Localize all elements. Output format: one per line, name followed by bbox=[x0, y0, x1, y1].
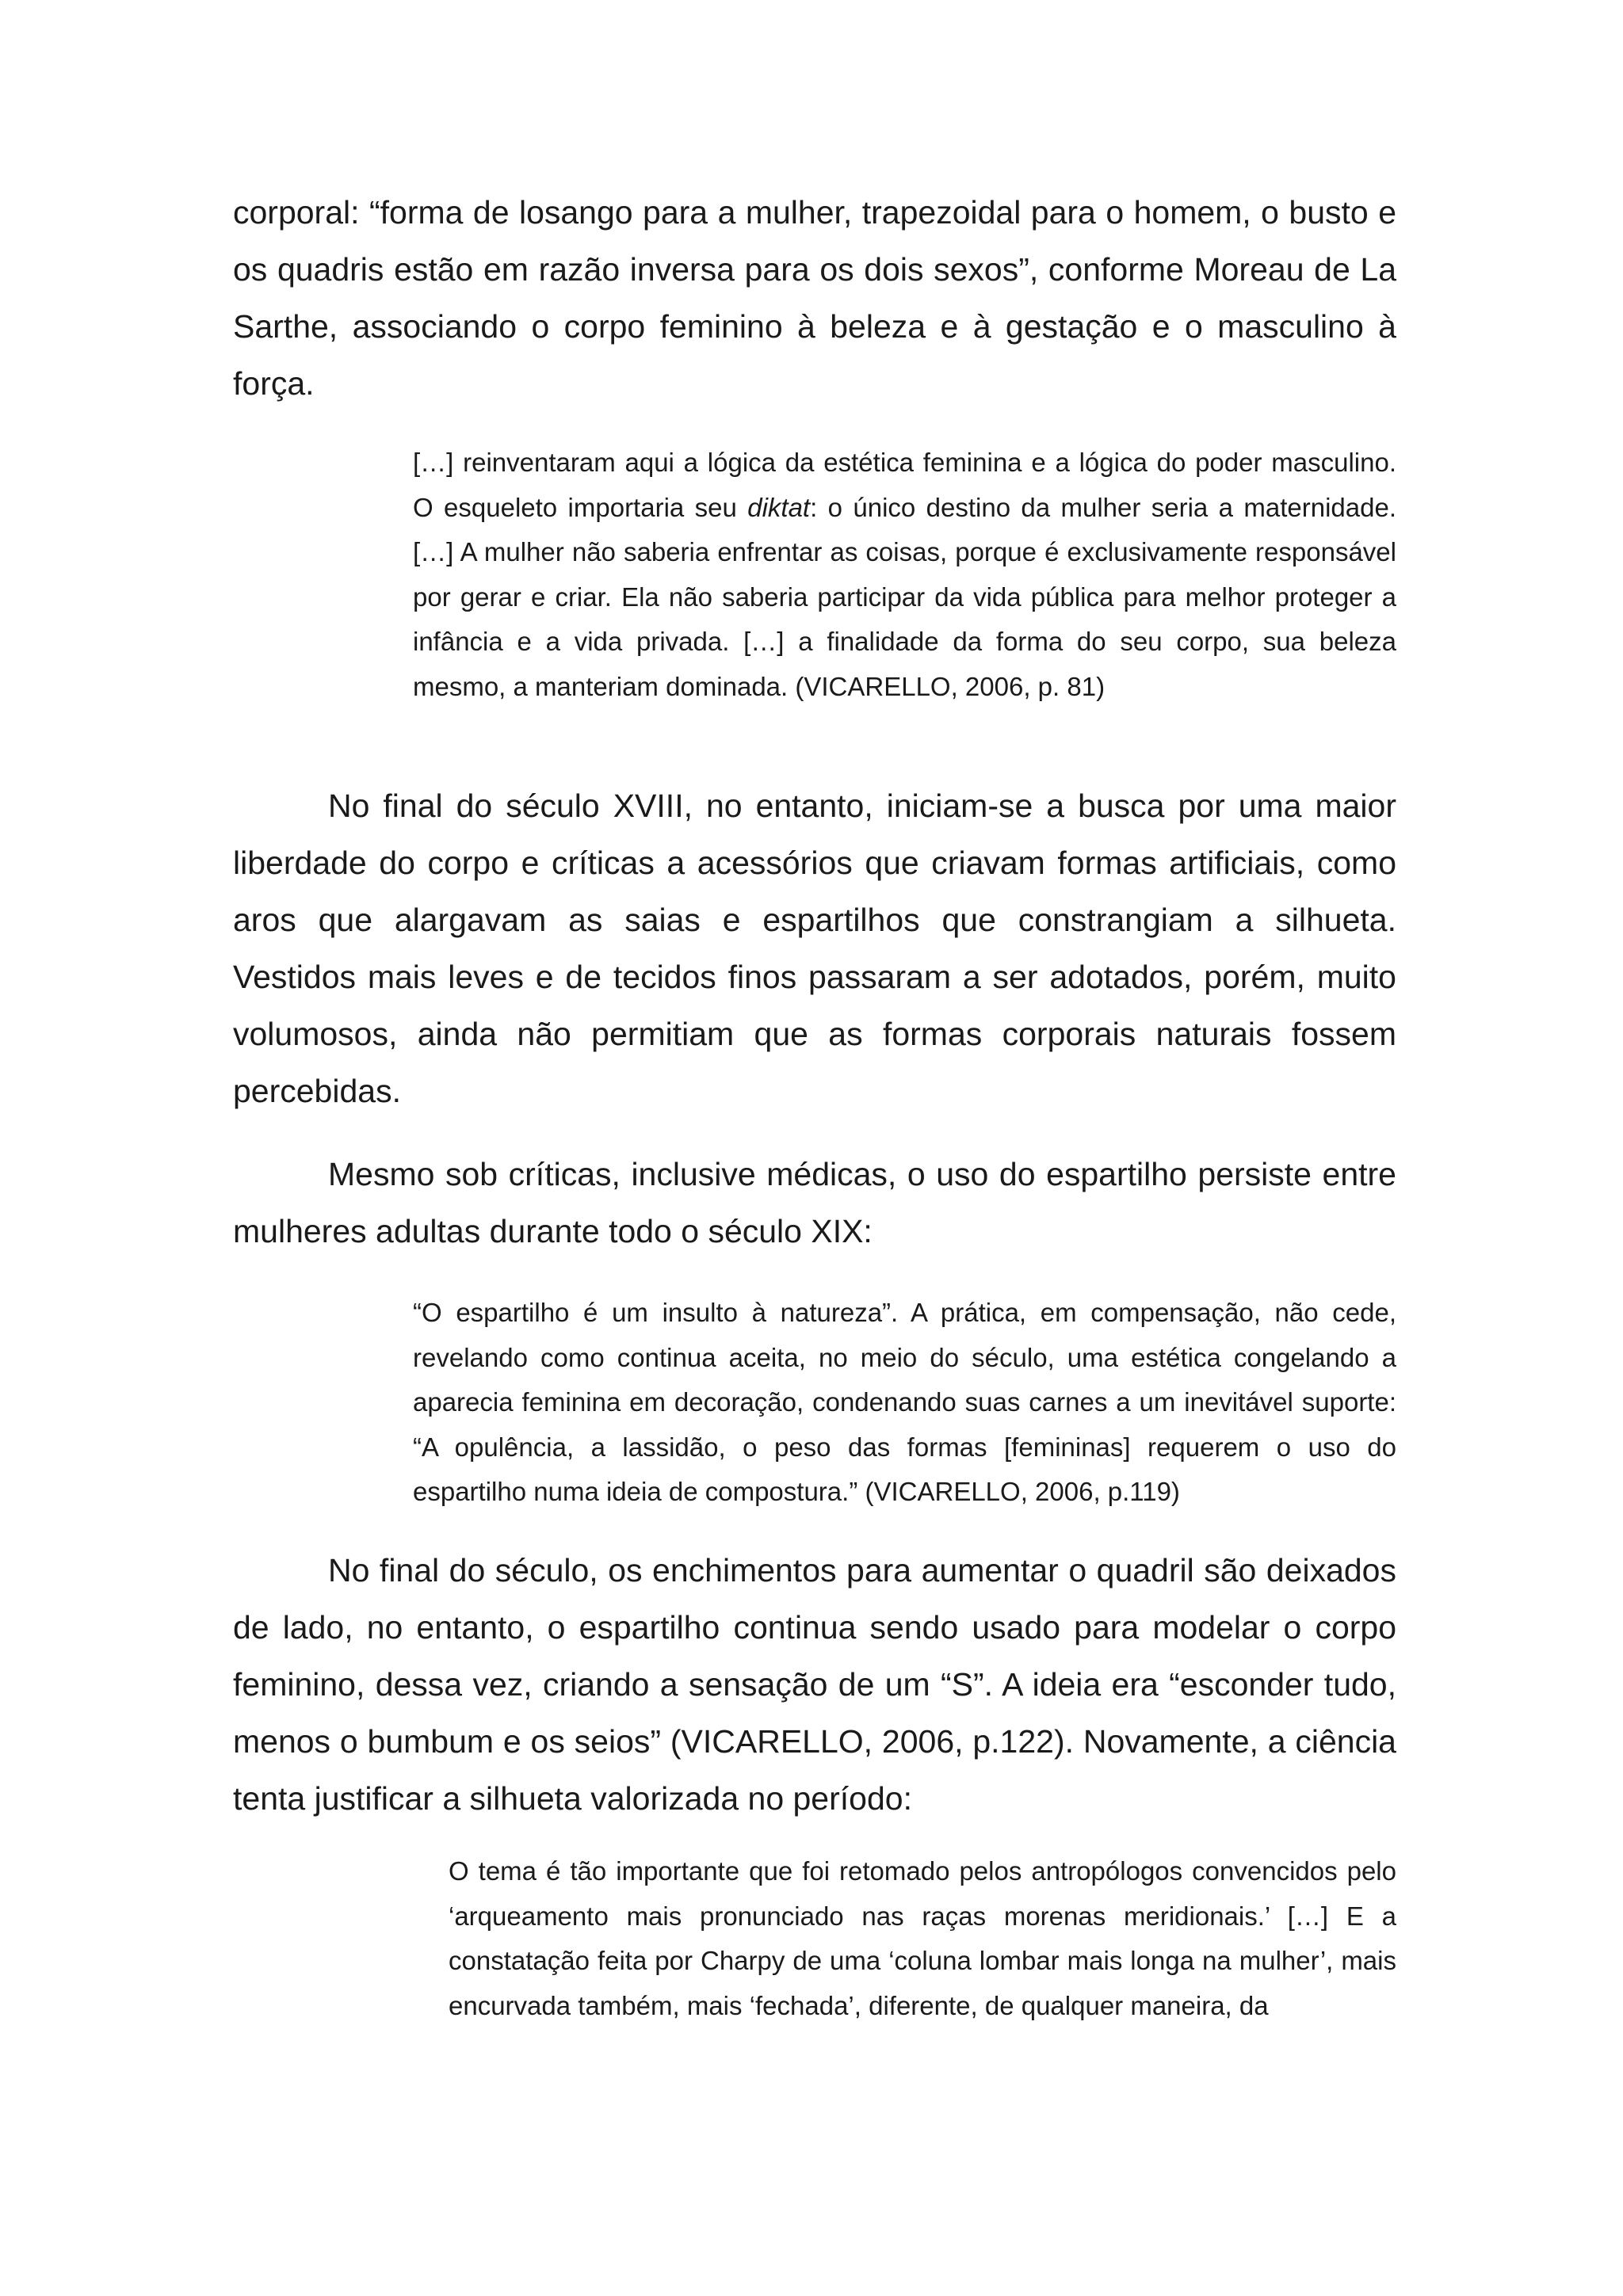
quote-text: […] reinventaram aqui a lógica da estética feminina e a lógica do poder masculino. O esqueleto importaria seu bbox=[413, 448, 1396, 522]
block-quote-espartilho: “O espartilho é um insulto à natureza”. A prática, em compensação, não cede, revelando como continua aceita, no meio do século, uma estética congelando a aparecia feminina em decoração, condenando suas carnes a um inevitável suporte: “A opulência, a lassidão, o peso das formas [femininas] requerem o uso do espartilho numa ideia de compostura.” (VICARELLO, 2006, p.119) bbox=[413, 1298, 1396, 1506]
quote-emphasis: diktat bbox=[747, 492, 811, 522]
paragraph-seculo-xviii: No final do século XVIII, no entanto, iniciam-se a busca por uma maior liberdade do corpo e críticas a acessórios que criavam formas artificiais, como aros que alargavam as saias e espartilhos que constrangiam a silhueta. Vestidos mais leves e de tecidos finos passaram a ser adotados, porém, muito volumosos, ainda não permitiam que as formas corporais naturais fossem percebidas. bbox=[233, 788, 1396, 1109]
quote-text: : o único destino da mulher seria a maternidade. […] A mulher não saberia enfrentar as coisas, porque é exclusivamente responsável por gerar e criar. Ela não saberia participar da vida pública para melhor proteger a infância e a vida privada. […] a finalidade da forma do seu corpo, sua beleza mesmo, a manteriam dominada. (VICARELLO, 2006, p. 81) bbox=[413, 492, 1396, 701]
paragraph-corporal: corporal: “forma de losango para a mulher, trapezoidal para o homem, o busto e os quadris estão em razão inversa para os dois sexos”, conforme Moreau de La Sarthe, associando o corpo feminino à beleza e à gestação e o masculino à força. bbox=[233, 194, 1396, 402]
paragraph-final-do-seculo: No final do século, os enchimentos para aumentar o quadril são deixados de lado, no entanto, o espartilho continua sendo usado para modelar o corpo feminino, dessa vez, criando a sensação de um “S”. A ideia era “esconder tudo, menos o bumbum e os seios” (VICARELLO, 2006, p.122). Novamente, a ciência tenta justificar a silhueta valorizada no período: bbox=[233, 1552, 1396, 1817]
block-quote-antropologos: O tema é tão importante que foi retomado pelos antropólogos convencidos pelo ‘arqueamento mais pronunciado nas raças morenas meridionais.’ […] E a constatação feita por Charpy de uma ‘coluna lombar mais longa na mulher’, mais encurvada também, mais ‘fechada’, diferente, de qualquer maneira, da bbox=[449, 1856, 1396, 2020]
block-quote-diktat bbox=[413, 441, 1396, 709]
paragraph-espartilho-seculo-xix: Mesmo sob críticas, inclusive médicas, o uso do espartilho persiste entre mulheres adultas durante todo o século XIX: bbox=[233, 1156, 1396, 1249]
